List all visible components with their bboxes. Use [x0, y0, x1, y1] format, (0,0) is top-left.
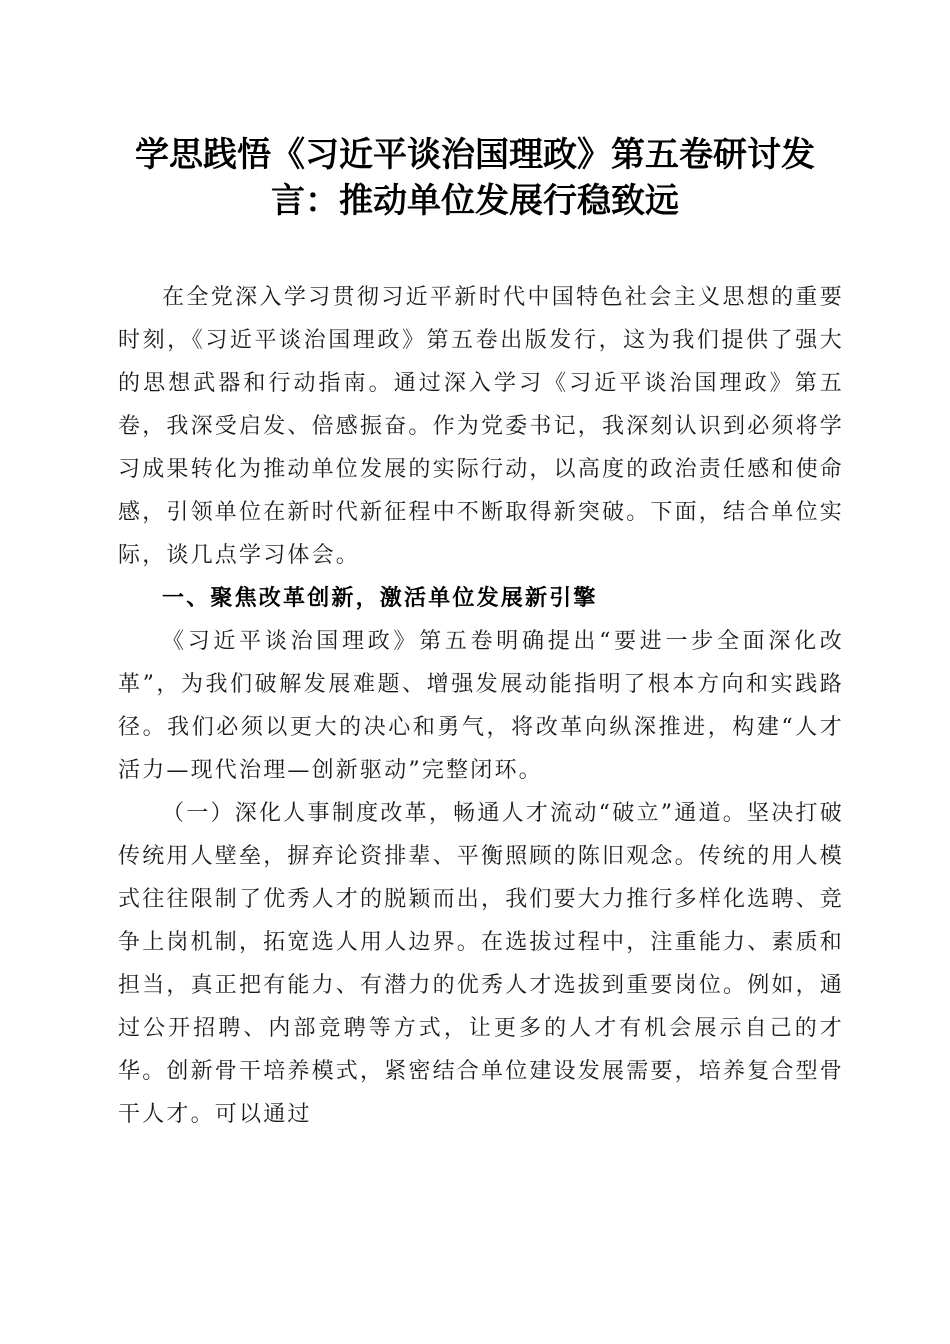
subsection-heading-1: （一）深化人事制度改革，畅通人才流动“破立”通道。 — [162, 801, 748, 826]
subsection-1-text: 坚决打破传统用人壁垒，摒弃论资排辈、平衡照顾的陈旧观念。传统的用人模式往往限制了优秀人才的脱颖而出，我们要大力推行多样化选聘、竞争上岗机制，拓宽选人用人边界。在选拔过程中，注重能力、素质和担当，真正把有能力、有潜力的优秀人才选拔到重要岗位。例如，通过公开招聘、内部竞聘等方式，让更多的人才有机会展示自己的才华。创新骨干培养模式，紧密结合单位建设发展需要，培养复合型骨干人才。可以通过 — [118, 801, 845, 1127]
section-heading-1: 一、聚焦改革创新，激活单位发展新引擎 — [162, 585, 598, 611]
subsection-1-paragraph — [118, 792, 844, 1136]
title-line-2: 言：推动单位发展行稳致远 — [271, 181, 679, 221]
section-1-paragraph: 《习近平谈治国理政》第五卷明确提出“要进一步全面深化改革”，为我们破解发展难题、增强发展动能指明了根本方向和实践路径。我们必须以更大的决心和勇气，将改革向纵深推进，构建“人才活力—现代治理—创新驱动”完整闭环。 — [118, 629, 844, 783]
document-title — [110, 132, 840, 224]
document-body — [118, 276, 844, 1136]
title-line-1: 学思践悟《习近平谈治国理政》第五卷研讨发 — [135, 135, 815, 175]
intro-paragraph: 在全党深入学习贯彻习近平新时代中国特色社会主义思想的重要时刻，《习近平谈治国理政》第五卷出版发行，这为我们提供了强大的思想武器和行动指南。通过深入学习《习近平谈治国理政》第五卷，我深受启发、倍感振奋。作为党委书记，我深刻认识到必须将学习成果转化为推动单位发展的实际行动，以高度的政治责任感和使命感，引领单位在新时代新征程中不断取得新突破。下面，结合单位实际，谈几点学习体会。 — [118, 285, 845, 568]
